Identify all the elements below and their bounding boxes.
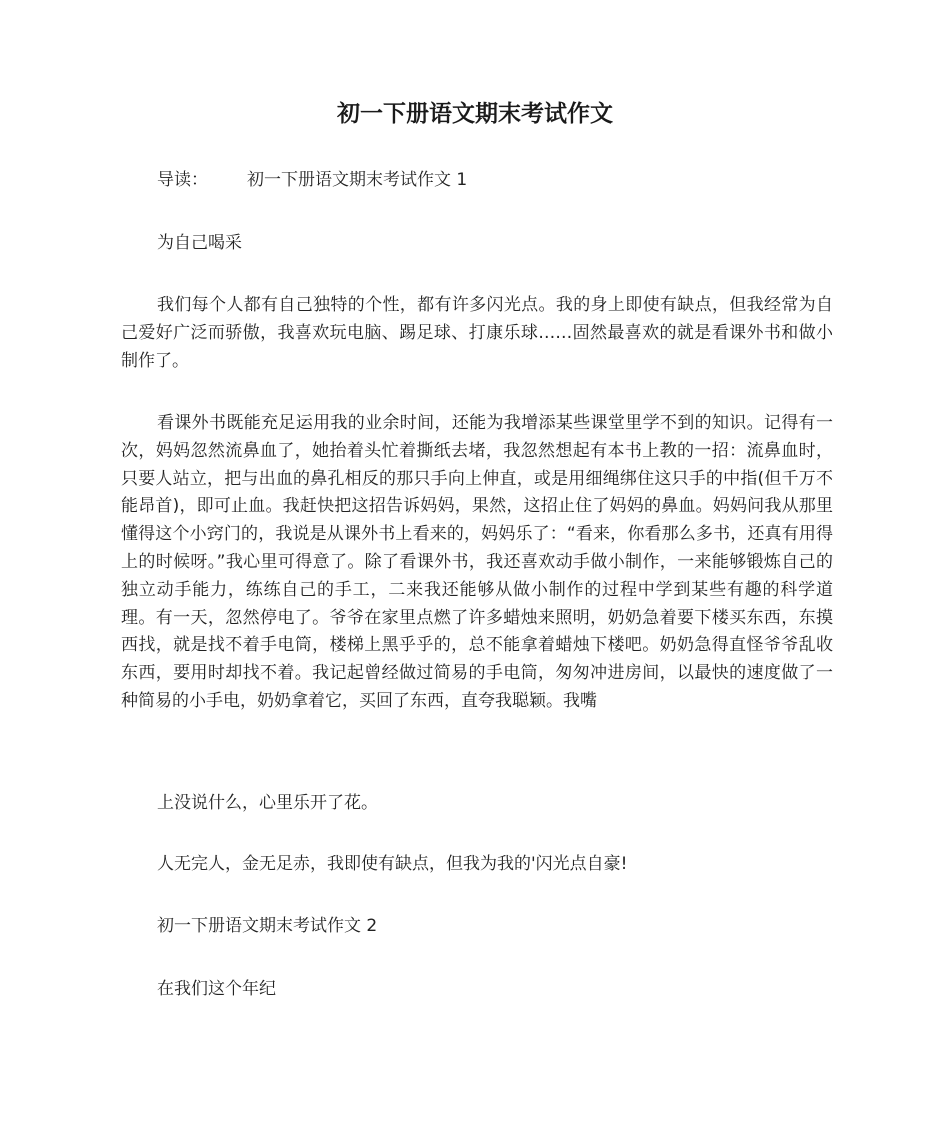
paragraph-4: 人无完人，金无足赤，我即使有缺点，但我为我的'闪光点自豪! — [157, 854, 628, 874]
paragraph-5: 在我们这个年纪 — [157, 979, 276, 999]
lead-label: 导读： — [157, 170, 208, 190]
paragraph-2: 看课外书既能充足运用我的业余时间，还能为我增添某些课堂里学不到的知识。记得有一次，妈妈忽然流鼻血了，她抬着头忙着撕纸去堵，我忽然想起有本书上教的一招：流鼻血时，只要人站立，把与出血的鼻孔相反的那只手向上伸直，或是用细绳绑住这只手的中指(但千万不能昂首)，即可止血。我赶快把这招告诉妈妈，果然，这招止住了妈妈的鼻血。妈妈问我从那里懂得这个小窍门的，我说是从课外书上看来的，妈妈乐了：“看来，你看那么多书，还真有用得上的时候呀。”我心里可得意了。除了看课外书，我还喜欢动手做小制作，一来能够锻炼自己的独立动手能力，练练自己的手工，二来我还能够从做小制作的过程中学到某些有趣的科学道理。有一天，忽然停电了。爷爷在家里点燃了许多蜡烛来照明，奶奶急着要下楼买东西，东摸西找，就是找不着手电筒，楼梯上黑乎乎的，总不能拿着蜡烛下楼吧。奶奶急得直怪爷爷乱收东西，要用时却找不着。我记起曾经做过简易的手电筒，匆匆冲进房间，以最快的速度做了一种简易的小手电，奶奶拿着它，买回了东西，直夸我聪颖。我嘴 — [121, 413, 833, 711]
page-title: 初一下册语文期末考试作文 — [337, 101, 613, 127]
paragraph-1: 我们每个人都有自己独特的个性，都有许多闪光点。我的身上即使有缺点，但我经常为自己爱好广泛而骄傲，我喜欢玩电脑、踢足球、打康乐球……固然最喜欢的就是看课外书和做小制作了。 — [121, 295, 833, 371]
essay2-title: 初一下册语文期末考试作文 2 — [157, 916, 378, 936]
lead-line — [157, 166, 467, 194]
paragraph-3: 上没说什么，心里乐开了花。 — [157, 793, 378, 813]
essay1-title: 为自己喝采 — [157, 233, 242, 253]
lead-text: 初一下册语文期末考试作文 1 — [247, 170, 468, 190]
